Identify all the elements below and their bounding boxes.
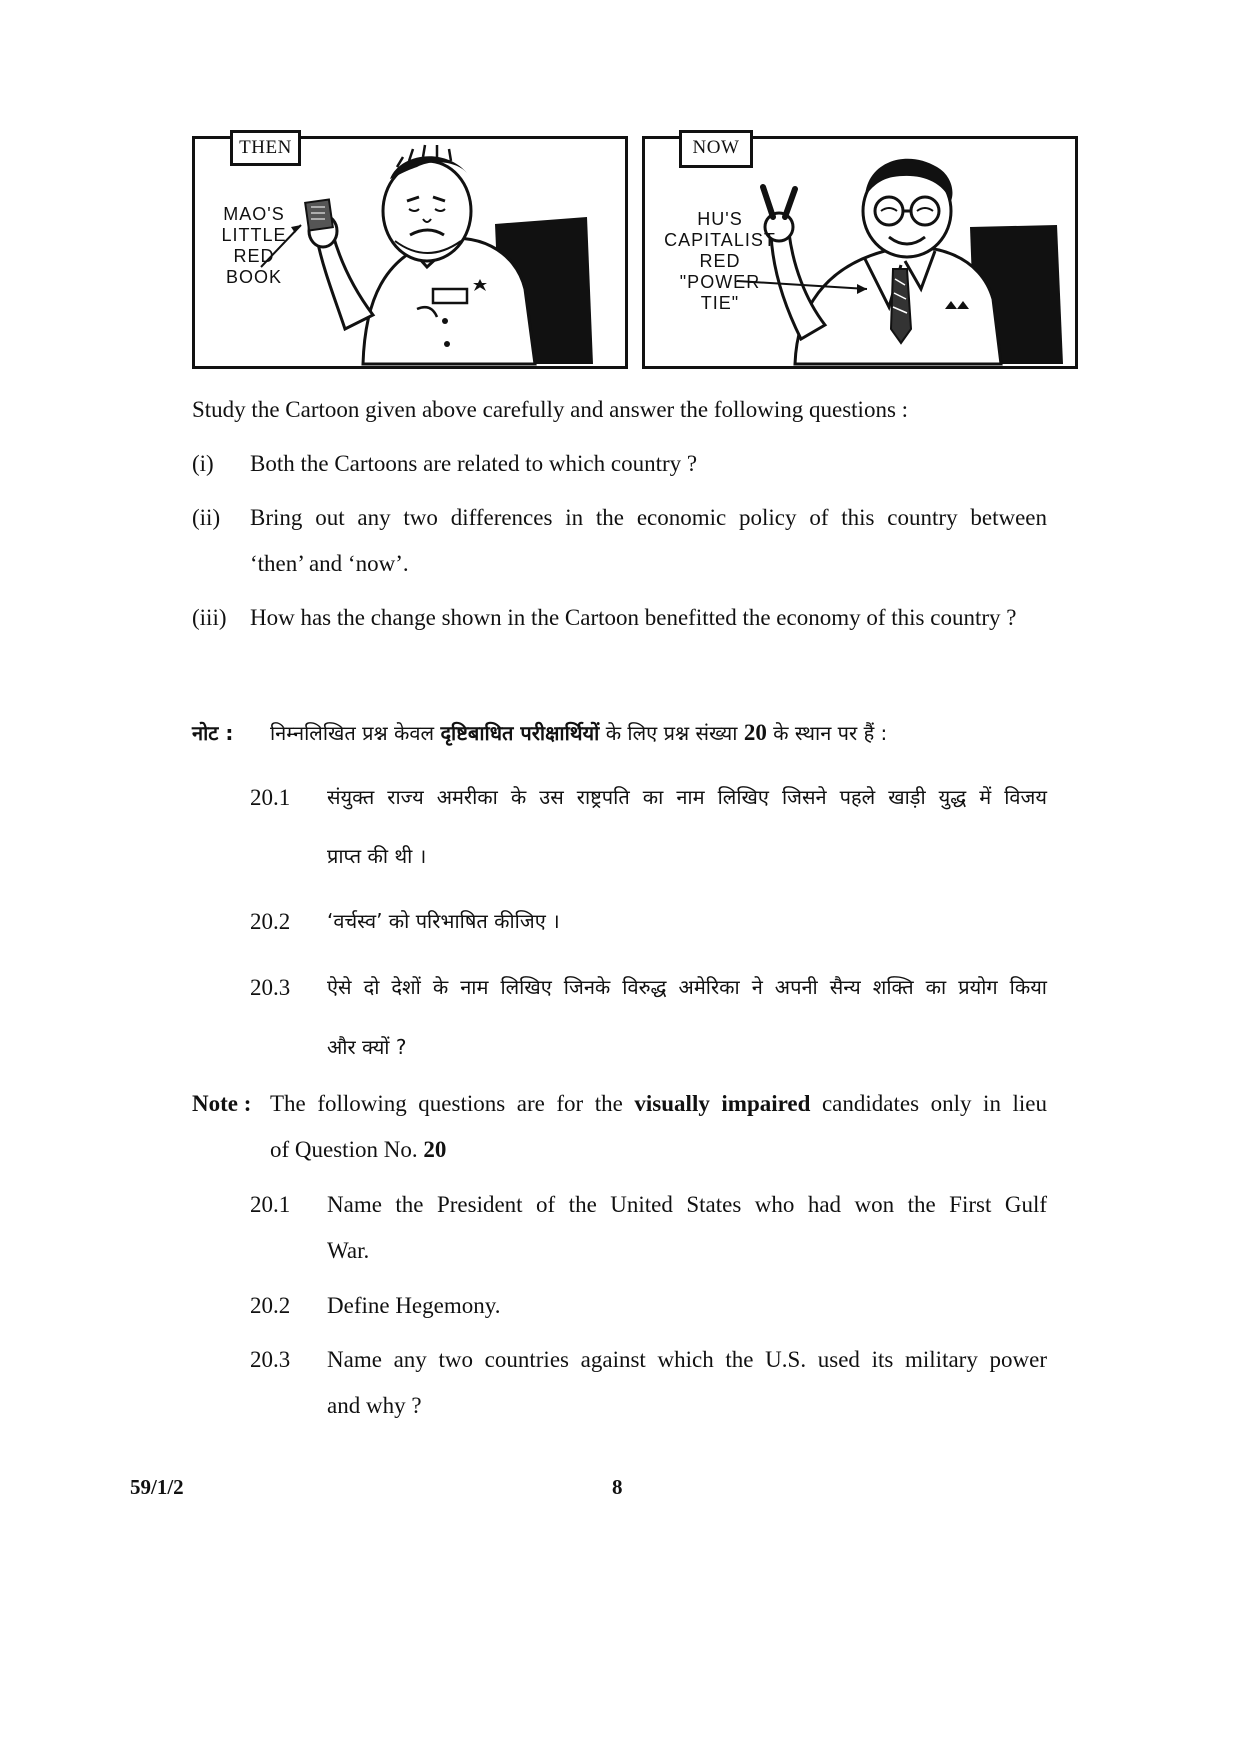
hindi-item-text: ऐसे दो देशों के नाम लिखिए जिनके विरुद्ध अमेरिका ने अपनी सैन्य शक्ति का प्रयोग किया	[327, 975, 1047, 999]
english-note-text: The following questions are for the visually impaired candidates only in lieu	[270, 1091, 1047, 1116]
hindi-item-number: 20.1	[250, 785, 291, 810]
question-number: (i)	[192, 451, 214, 476]
english-item-text: Name the President of the United States who had won the First Gulf	[327, 1192, 1047, 1217]
page-number: 8	[612, 1475, 623, 1499]
hindi-item-text: संयुक्त राज्य अमरीका के उस राष्ट्रपति का नाम लिखिए जिसने पहले खाड़ी युद्ध में विजय	[327, 785, 1047, 809]
english-item-number: 20.3	[250, 1347, 291, 1372]
hindi-note-text: निम्नलिखित प्रश्न केवल दृष्टिबाधित परीक्षार्थियों के लिए प्रश्न संख्या 20 के स्थान पर हैं :	[270, 720, 888, 745]
instruction-text: Study the Cartoon given above carefully and answer the following questions :	[192, 397, 909, 422]
english-item-number: 20.2	[250, 1293, 291, 1318]
question-text: Bring out any two differences in the economic policy of this country between	[250, 505, 1047, 530]
hindi-item-text-continued: प्राप्त की थी ।	[327, 844, 427, 868]
hindi-item-number: 20.2	[250, 909, 291, 934]
english-note-text-continued: of Question No. 20	[270, 1137, 447, 1162]
english-item-text: Define Hegemony.	[327, 1293, 501, 1318]
hindi-item-number: 20.3	[250, 975, 291, 1000]
hindi-note-label: नोट :	[192, 721, 234, 745]
english-item-text: Name any two countries against which the U.S. used its military power	[327, 1347, 1047, 1372]
hindi-item-text: ‘वर्चस्व’ को परिभाषित कीजिए ।	[327, 909, 560, 933]
english-item-text-continued: War.	[327, 1238, 370, 1263]
paper-code: 59/1/2	[130, 1475, 184, 1499]
then-label: THEN	[230, 130, 301, 166]
now-callout-text: HU'S CAPITALIST RED "POWER TIE"	[664, 209, 776, 313]
english-note-label: Note :	[192, 1091, 252, 1116]
question-text: How has the change shown in the Cartoon benefitted the economy of this country ?	[250, 605, 1017, 630]
question-text: Both the Cartoons are related to which country ?	[250, 451, 698, 476]
then-callout-text: MAO'S LITTLE RED BOOK	[221, 204, 287, 287]
question-number: (iii)	[192, 605, 227, 630]
hindi-item-text-continued: और क्यों ?	[327, 1035, 407, 1059]
question-text-continued: ‘then’ and ‘now’.	[250, 551, 409, 576]
now-label: NOW	[679, 130, 753, 168]
english-item-text-continued: and why ?	[327, 1393, 422, 1418]
question-number: (ii)	[192, 505, 221, 530]
english-item-number: 20.1	[250, 1192, 291, 1217]
